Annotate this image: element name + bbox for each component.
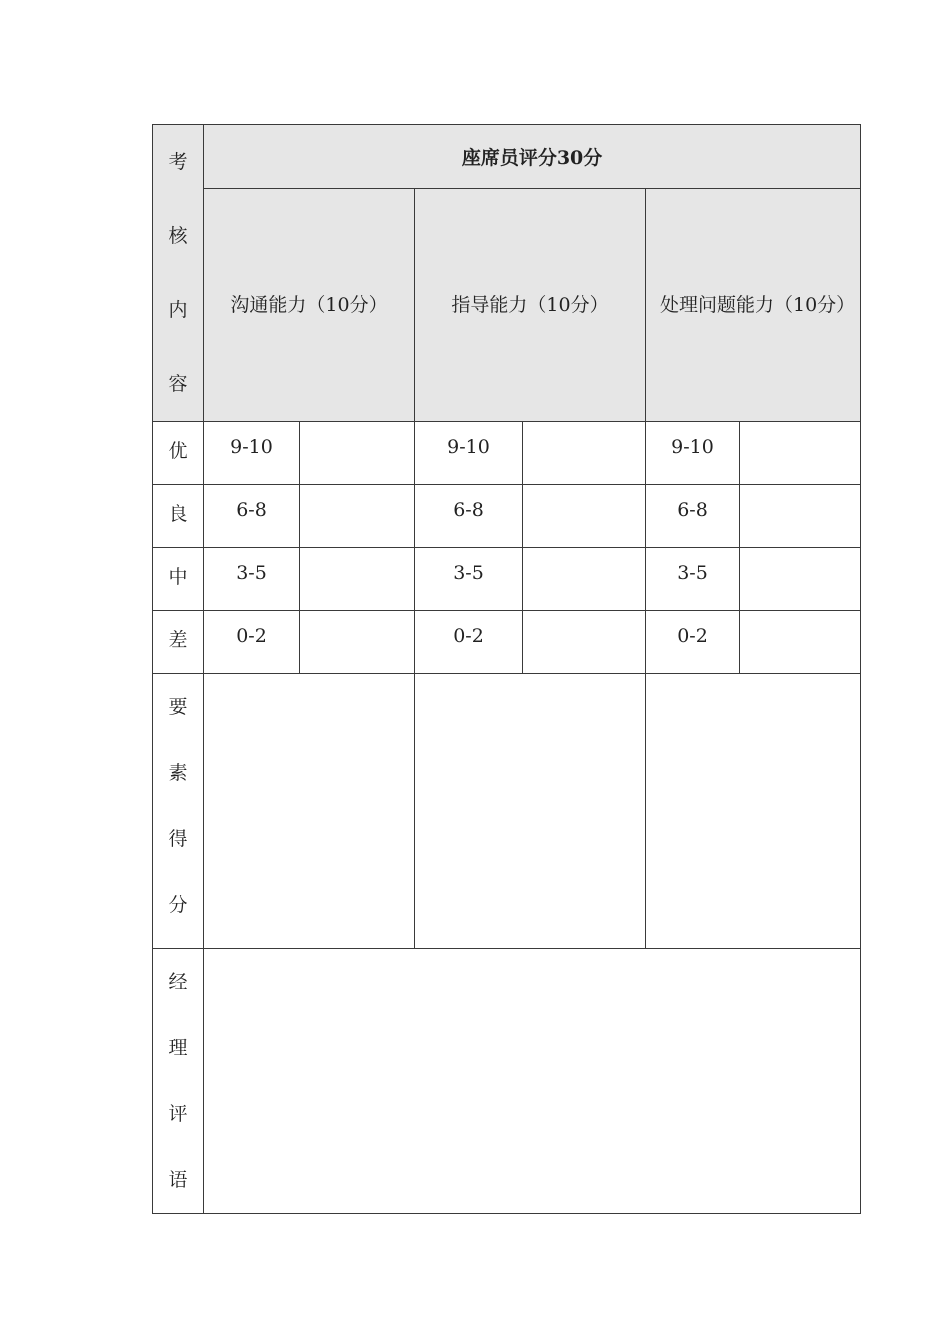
score-range: 9-10: [415, 422, 523, 485]
score-cell[interactable]: [740, 485, 861, 548]
score-cell[interactable]: [523, 548, 646, 611]
grade-label: 良: [153, 485, 204, 548]
manager-comment-label: 经 理 评 语: [153, 949, 204, 1214]
category-row: [153, 188, 861, 421]
evaluation-table: [152, 124, 861, 1214]
score-range: 6-8: [646, 485, 740, 548]
grade-label: 差: [153, 611, 204, 674]
score-range: 3-5: [415, 548, 523, 611]
score-cell[interactable]: [300, 422, 415, 485]
category-problem-solving: 处理问题能力（10分）: [646, 188, 861, 421]
score-range: 0-2: [646, 611, 740, 674]
assessment-content-label: 考 核 内 容: [153, 125, 204, 422]
score-range: 0-2: [204, 611, 300, 674]
grade-row-good: [153, 485, 861, 548]
grade-row-poor: [153, 611, 861, 674]
grade-row-average: [153, 548, 861, 611]
element-score-row: [153, 674, 861, 949]
grade-label: 中: [153, 548, 204, 611]
score-cell[interactable]: [740, 422, 861, 485]
score-cell[interactable]: [740, 611, 861, 674]
element-score-problem-solving-cell[interactable]: [646, 674, 861, 949]
score-range: 6-8: [204, 485, 300, 548]
score-range: 9-10: [204, 422, 300, 485]
manager-comment-row: [153, 949, 861, 1214]
category-guidance: 指导能力（10分）: [415, 188, 646, 421]
element-score-label: 要 素 得 分: [153, 674, 204, 949]
table-title: 座席员评分30分: [204, 125, 861, 189]
grade-row-excellent: [153, 422, 861, 485]
score-range: 6-8: [415, 485, 523, 548]
element-score-guidance-cell[interactable]: [415, 674, 646, 949]
score-cell[interactable]: [523, 422, 646, 485]
element-score-communication-cell[interactable]: [204, 674, 415, 949]
score-cell[interactable]: [300, 548, 415, 611]
score-cell[interactable]: [523, 611, 646, 674]
score-range: 3-5: [646, 548, 740, 611]
score-cell[interactable]: [523, 485, 646, 548]
score-cell[interactable]: [740, 548, 861, 611]
score-range: 9-10: [646, 422, 740, 485]
category-communication: 沟通能力（10分）: [204, 188, 415, 421]
score-cell[interactable]: [300, 611, 415, 674]
title-row: [153, 125, 861, 189]
score-cell[interactable]: [300, 485, 415, 548]
score-range: 3-5: [204, 548, 300, 611]
score-range: 0-2: [415, 611, 523, 674]
manager-comment-cell[interactable]: [204, 949, 861, 1214]
grade-label: 优: [153, 422, 204, 485]
